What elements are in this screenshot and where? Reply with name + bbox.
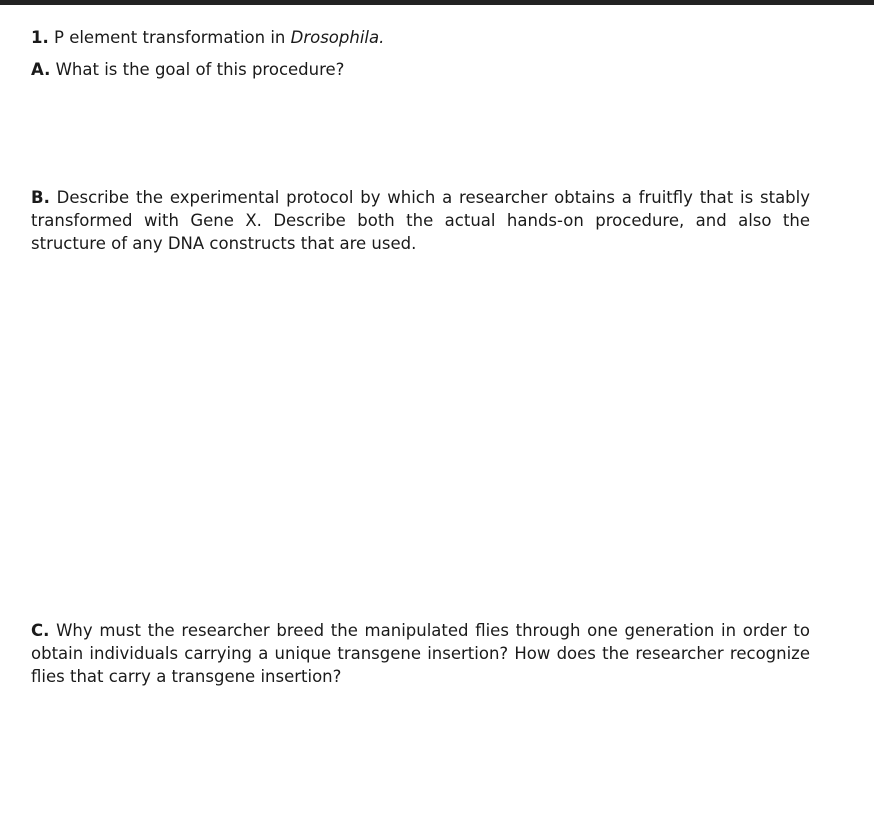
question-a-text: What is the goal of this procedure? [50,60,345,79]
problem-number: 1. [31,28,49,47]
question-a-label: A. [31,60,51,79]
question-b-text: Describe the experimental protocol by which a researcher obtains a fruitfly that is stably transformed with Gene X. Describe both the actual hands-on procedure, and also the structure of any DNA constructs that are used. [31,188,810,253]
question-b [31,186,810,255]
question-c [31,619,810,688]
question-a [31,58,810,81]
problem-title-text: P element transformation in [48,28,291,47]
question-b-label: B. [31,188,50,207]
problem-title-organism: Drosophila. [290,28,385,47]
question-c-text: Why must the researcher breed the manipulated flies through one generation in order to obtain individuals carrying a unique transgene insertion? How does the researcher recognize flies that carry a transgene insertion? [31,621,810,686]
top-border-rule [0,0,874,5]
problem-title [31,26,810,49]
question-c-label: C. [31,621,50,640]
